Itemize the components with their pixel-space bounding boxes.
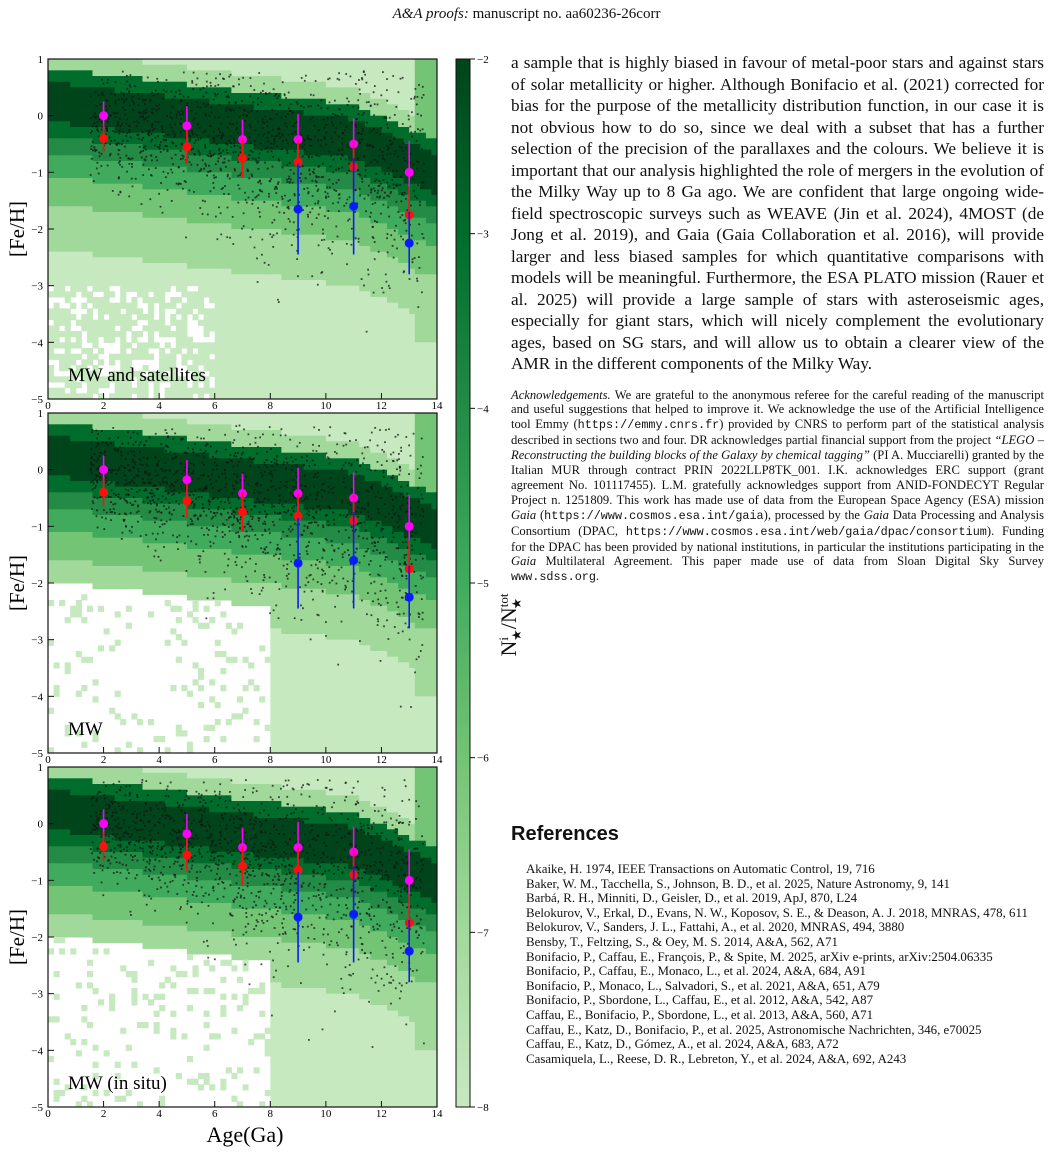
reference-item: Akaike, H. 1974, IEEE Transactions on Automatic Control, 19, 716 <box>526 862 875 876</box>
x-tick-label: 4 <box>156 400 162 412</box>
reference-item: Bonifacio, P., Caffau, E., Monaco, L., et al. 2024, A&A, 684, A91 <box>526 964 866 979</box>
colorbar <box>456 54 489 1114</box>
ack-text: Multilateral Agreement. This paper made use of data from Sloan Digital Sky Survey <box>536 554 1044 569</box>
colorbar-tick-label: −4 <box>477 403 489 416</box>
mean-point <box>349 556 358 565</box>
ack-text: ( <box>536 507 545 522</box>
mean-point <box>182 121 191 130</box>
reference-item: Bonifacio, P., Monaco, L., Salvadori, S., et al. 2021, A&A, 651, A79 <box>526 978 880 993</box>
y-axis-label: [Fe/H] <box>5 555 29 611</box>
gaia-name: Gaia <box>511 507 537 522</box>
reference-item: Bonifacio, P., Sbordone, L., Caffau, E., et al. 2012, A&A, 542, A87 <box>526 993 874 1008</box>
manuscript-id: manuscript no. aa60236-26corr <box>472 6 661 22</box>
x-tick-label: 2 <box>100 400 107 412</box>
mean-point <box>405 522 414 531</box>
sdss-link[interactable]: www.sdss.org <box>511 570 596 585</box>
x-tick-label: 12 <box>375 754 387 766</box>
emmy-link[interactable]: https://emmy.cnrs.fr <box>577 418 720 433</box>
panel-1 <box>5 54 443 412</box>
reference-item: Baker, W. M., Tacchella, S., Johnson, B. D., et al. 2025, Nature Astronomy, 9, 141 <box>526 876 950 891</box>
x-tick-label: 0 <box>45 1108 51 1120</box>
reference-item: Caffau, E., Bonifacio, P., Sbordone, L., et al. 2013, A&A, 560, A71 <box>526 1007 874 1022</box>
x-tick-label: 2 <box>100 754 107 766</box>
mean-point <box>405 876 414 885</box>
y-tick-label: −5 <box>31 748 43 760</box>
mean-point <box>99 111 108 120</box>
x-tick-label: 14 <box>431 400 443 412</box>
y-tick-label: −1 <box>31 875 43 888</box>
colorbar-tick-label: −3 <box>477 228 489 241</box>
y-tick-label: 0 <box>37 464 43 477</box>
mean-point <box>99 488 108 497</box>
y-tick-label: −1 <box>31 167 43 180</box>
x-tick-label: 14 <box>431 1108 443 1120</box>
reference-item: Bonifacio, P., Caffau, E., François, P., & Spite, M. 2025, arXiv e-prints, arXiv:2504.06335 <box>526 949 993 964</box>
panel-2 <box>5 408 443 766</box>
mean-point <box>99 134 108 143</box>
ack-text: ) provided by CNRS to perform part of the statistical analysis described in sections two and four. DR acknowledges partial financial support from the project <box>511 417 1044 448</box>
mean-point <box>294 559 303 568</box>
y-tick-label: −3 <box>31 988 43 1001</box>
y-tick-label: 0 <box>37 818 43 831</box>
mean-point <box>405 168 414 177</box>
mean-point <box>349 910 358 919</box>
panel-annotation: MW <box>68 719 103 740</box>
mean-point <box>182 496 191 505</box>
mean-point <box>405 947 414 956</box>
mean-point <box>99 465 108 474</box>
density-map <box>48 413 438 754</box>
y-tick-label: −2 <box>31 578 43 590</box>
ack-text: We are grateful to the anonymous referee for the careful reading of the manuscript and useful suggestions that helped to improve it. We acknowledge the use of the Artificial Intelligence tool Emmy ( <box>511 387 1044 432</box>
x-tick-label: 10 <box>320 1108 332 1120</box>
gaia-name: Gaia <box>863 507 889 522</box>
body-paragraph: a sample that is highly biased in favour of metal-poor stars and against stars of solar metallicity or higher. Although Bonifacio et al. (2021) corrected for bias for the purpose of the metallicity distribution function, in our case it is not obvious how to do so, since we deal with a subset that has a further selection of the precision of the parallaxes and the colours. We believe it is important that our analysis highlighted the role of mergers in the evolution of the Milky Way up to 8 Ga ago. We are confident that large ongoing wide-field spectroscopic surveys such as WEAVE (Jin et al. 2024), 4MOST (de Jong et al. 2019), and Gaia (Gaia Collaboration et al. 2016), will provide larger and less biased samples for which quantitative comparisons with models will be meaningful. Furthermore, the ESA PLATO mission (Rauer et al. 2025) will provide a large sample of stars with asteroseismic ages, especially for giant stars, which will nicely complement the evolutionary ages, based on SG stars, and will allow us to obtain a clearer view of the AMR in the different components of the Milky Way. <box>511 53 1044 373</box>
mean-point <box>182 142 191 151</box>
y-tick-label: 1 <box>37 762 43 774</box>
x-tick-label: 8 <box>267 1108 274 1120</box>
y-tick-label: −2 <box>31 224 43 236</box>
x-tick-label: 10 <box>320 754 332 766</box>
panel-3 <box>5 762 443 1120</box>
ack-text: ), processed by the <box>763 507 864 522</box>
reference-item: Caffau, E., Katz, D., Gómez, A., et al. 2024, A&A, 683, A72 <box>526 1037 839 1052</box>
mean-point <box>99 819 108 828</box>
y-tick-label: 0 <box>37 110 43 123</box>
x-tick-label: 4 <box>156 1108 162 1120</box>
y-tick-label: −4 <box>31 691 43 704</box>
y-tick-label: 1 <box>37 408 43 420</box>
y-tick-label: −3 <box>31 634 43 647</box>
reference-item: Caffau, E., Katz, D., Bonifacio, P., et al. 2025, Astronomische Nachrichten, 346, e70025 <box>526 1022 982 1037</box>
colorbar-label: $N^i★/N^{tot}★$ <box>496 593 524 657</box>
colorbar-tick-label: −5 <box>477 578 489 590</box>
colorbar-tick-label: −2 <box>477 54 489 66</box>
y-tick-label: −4 <box>31 337 43 350</box>
mean-point <box>349 202 358 211</box>
reference-item: Bensby, T., Feltzing, S., & Oey, M. S. 2014, A&A, 562, A71 <box>526 934 838 949</box>
colorbar-ramp <box>456 59 470 1107</box>
lego-project: “LEGO – Reconstructing the building blocks of the Galaxy by chemical tagging” <box>511 433 1045 463</box>
y-tick-label: −2 <box>31 932 43 944</box>
x-tick-label: 6 <box>211 400 218 412</box>
ack-text: Data Processing and Analysis Consortium (DPAC, <box>511 507 1044 538</box>
x-axis-label: Age(Ga) <box>206 1122 284 1147</box>
y-axis-label: [Fe/H] <box>5 909 29 965</box>
mean-point <box>182 850 191 859</box>
reference-list <box>526 862 1044 1066</box>
y-tick-label: −5 <box>31 1102 43 1114</box>
x-tick-label: 14 <box>431 754 443 766</box>
y-tick-label: 1 <box>37 54 43 66</box>
mean-point <box>182 829 191 838</box>
mean-point <box>405 593 414 602</box>
x-tick-label: 6 <box>211 1108 218 1120</box>
mean-point <box>182 475 191 484</box>
x-tick-label: 10 <box>320 400 332 412</box>
gaia-link[interactable]: https://www.cosmos.esa.int/gaia <box>544 508 764 523</box>
mean-point <box>294 205 303 214</box>
reference-item: Belokurov, V., Erkal, D., Evans, N. W., Koposov, S. E., & Deason, A. J. 2018, MNRAS, 478, 611 <box>526 905 1028 920</box>
colorbar-tick-label: −7 <box>477 927 489 940</box>
colorbar-tick-label: −8 <box>477 1102 489 1114</box>
colorbar-tick-label: −6 <box>477 752 489 765</box>
mean-point <box>238 862 247 871</box>
journal-name: A&A proofs: <box>392 6 469 22</box>
x-tick-label: 4 <box>156 754 162 766</box>
mean-point <box>294 913 303 922</box>
mean-point <box>99 842 108 851</box>
mean-point <box>238 154 247 163</box>
x-tick-label: 0 <box>45 400 51 412</box>
y-tick-label: −5 <box>31 394 43 406</box>
acknowledgements <box>511 388 1044 586</box>
panel-annotation: MW (in situ) <box>68 1073 167 1094</box>
ack-text: ). Funding for the DPAC has been provided by national institutions, in particular the institutions participating in the <box>511 523 1044 554</box>
reference-item: Casamiquela, L., Reese, D. R., Lebreton, Y., et al. 2024, A&A, 692, A243 <box>526 1051 907 1066</box>
x-tick-label: 12 <box>375 400 387 412</box>
running-header <box>0 6 1053 23</box>
y-tick-label: −4 <box>31 1045 43 1058</box>
y-tick-label: −3 <box>31 280 43 293</box>
mean-point <box>405 239 414 248</box>
x-tick-label: 6 <box>211 754 218 766</box>
dpac-link[interactable]: https://www.cosmos.esa.int/web/gaia/dpac/consortium <box>625 524 987 539</box>
y-axis-label: [Fe/H] <box>5 201 29 257</box>
ack-text: (PI A. Mucciarelli) granted by the Italian MUR through contract PRIN 2022LLP8TK_001. I.K. acknowledges ERC support (grant agreement No. 101117455). L.M. gratefully acknowledges support from ANID-FONDECYT Regular Project n. 1251809. This work has made use of data from the European Space Agency (ESA) mission <box>511 448 1045 507</box>
y-tick-label: −1 <box>31 521 43 534</box>
text-column <box>511 52 1044 585</box>
x-tick-label: 8 <box>267 754 274 766</box>
mean-point <box>238 508 247 517</box>
x-tick-label: 2 <box>100 1108 107 1120</box>
x-tick-label: 12 <box>375 1108 387 1120</box>
ack-lead: Acknowledgements. <box>511 387 611 402</box>
x-tick-label: 0 <box>45 754 51 766</box>
ack-text: . <box>595 569 600 584</box>
x-tick-label: 8 <box>267 400 274 412</box>
gaia-name: Gaia <box>511 554 537 569</box>
reference-item: Belokurov, V., Sanders, J. L., Fattahi, A., et al. 2020, MNRAS, 494, 3880 <box>526 920 905 935</box>
reference-item: Barbá, R. H., Minniti, D., Geisler, D., et al. 2019, ApJ, 870, L24 <box>526 891 858 906</box>
references-heading: References <box>511 823 619 845</box>
panel-annotation: MW and satellites <box>68 365 206 386</box>
